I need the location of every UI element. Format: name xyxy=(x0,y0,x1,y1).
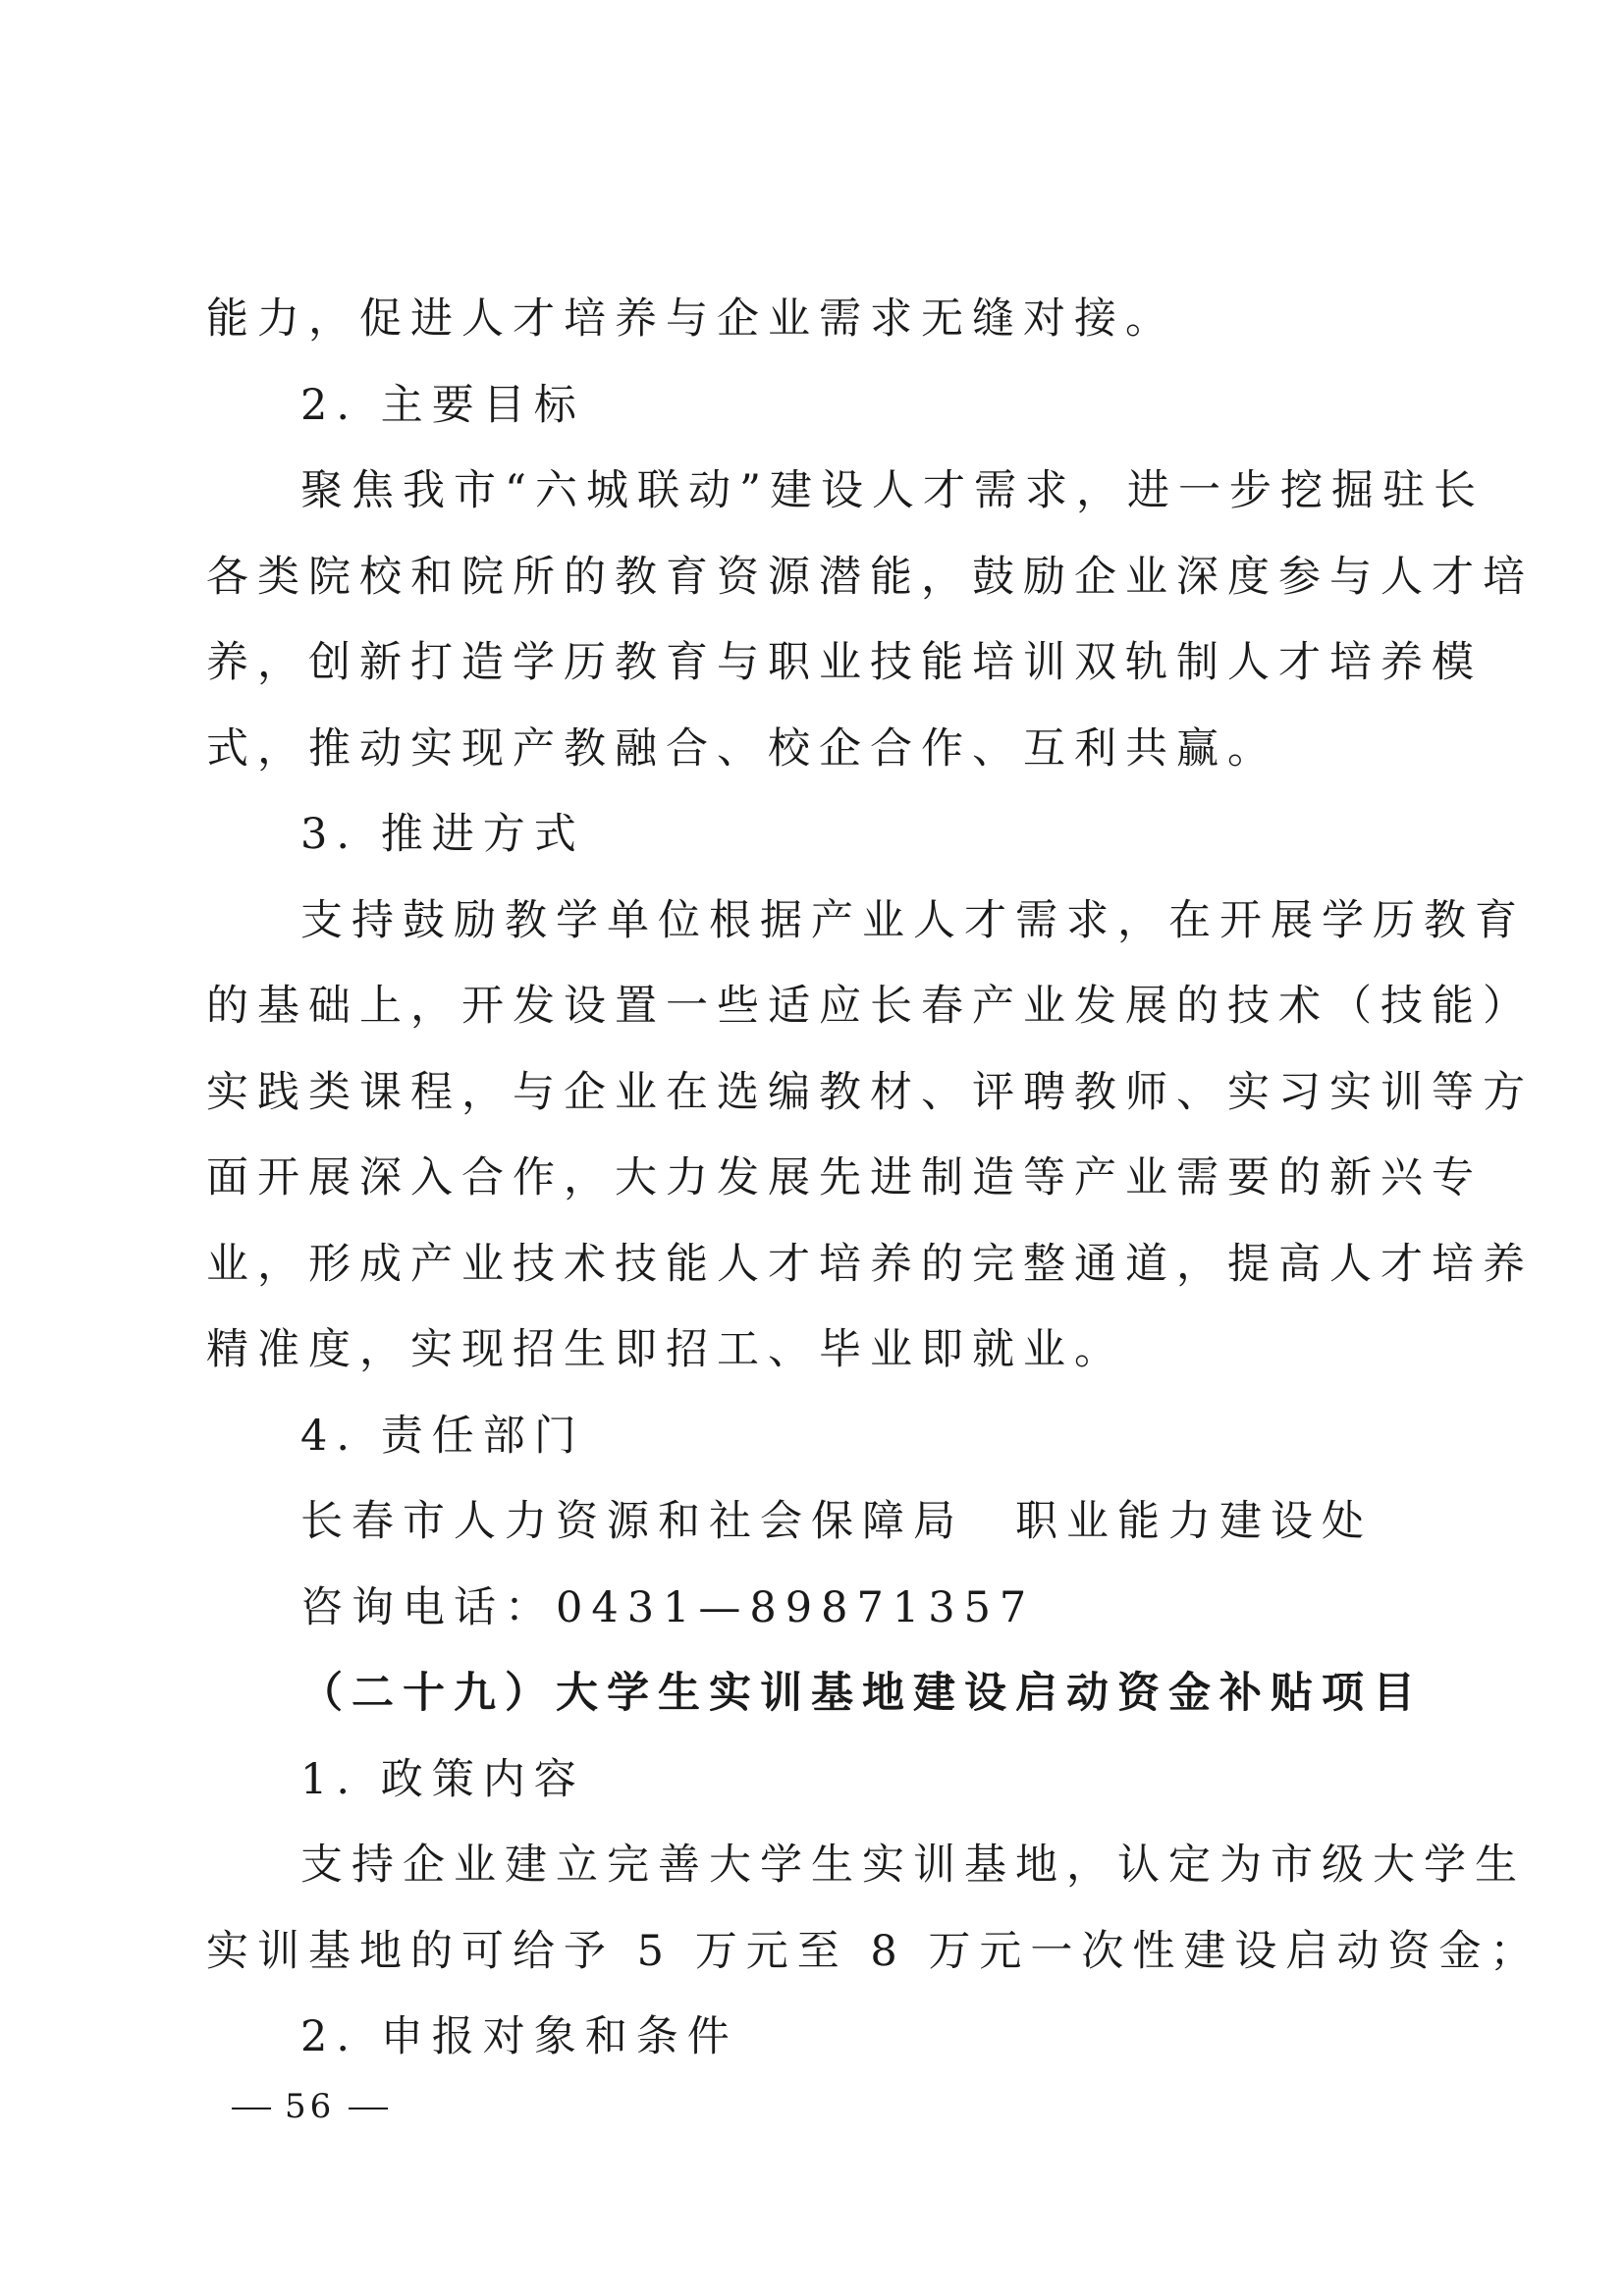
text-line: 支持企业建立完善大学生实训基地，认定为市级大学生 xyxy=(300,1841,1526,1890)
page-footer xyxy=(218,2087,402,2126)
text-line: 养，创新打造学历教育与职业技能培训双轨制人才培养模 xyxy=(206,638,1483,687)
text-line: 4. 责任部门 xyxy=(300,1411,585,1461)
text-line: 咨询电话：0431—89871357 xyxy=(300,1582,1036,1632)
text-line: 面开展深入合作，大力发展先进制造等产业需要的新兴专 xyxy=(206,1153,1483,1202)
text-line: 式，推动实现产教融合、校企合作、互利共赢。 xyxy=(206,723,1278,774)
text-line: 各类院校和院所的教育资源潜能，鼓励企业深度参与人才培 xyxy=(206,552,1534,602)
text-line: 实训基地的可给予 5 万元至 8 万元一次性建设启动资金； xyxy=(206,1926,1542,1976)
text-line: 1. 政策内容 xyxy=(300,1754,585,1804)
text-line: 支持鼓励教学单位根据产业人才需求，在开展学历教育 xyxy=(300,895,1526,945)
body-text xyxy=(206,277,1542,2081)
text-line: 2. 申报对象和条件 xyxy=(300,2012,738,2061)
footer-dash-left xyxy=(232,2108,271,2109)
text-line: 长春市人力资源和社会保障局 职业能力建设处 xyxy=(300,1497,1373,1546)
footer-dash-right xyxy=(349,2108,388,2109)
text-line: 精准度，实现招生即招工、毕业即就业。 xyxy=(206,1325,1125,1374)
text-line: 3. 推进方式 xyxy=(300,810,585,859)
text-line: 业，形成产业技术技能人才培养的完整通道，提高人才培养 xyxy=(206,1239,1534,1289)
text-line: 能力，促进人才培养与企业需求无缝对接。 xyxy=(206,294,1176,344)
text-line: 的基础上，开发设置一些适应长春产业发展的技术（技能） xyxy=(206,982,1534,1031)
text-line: 聚焦我市“六城联动”建设人才需求，进一步挖掘驻长 xyxy=(300,466,1485,515)
section-heading: （二十九）大学生实训基地建设启动资金补贴项目 xyxy=(300,1669,1424,1718)
page-number: 56 xyxy=(285,2087,336,2126)
text-line: 实践类课程，与企业在选编教材、评聘教师、实习实训等方 xyxy=(206,1067,1534,1117)
text-line: 2. 主要目标 xyxy=(300,380,585,430)
